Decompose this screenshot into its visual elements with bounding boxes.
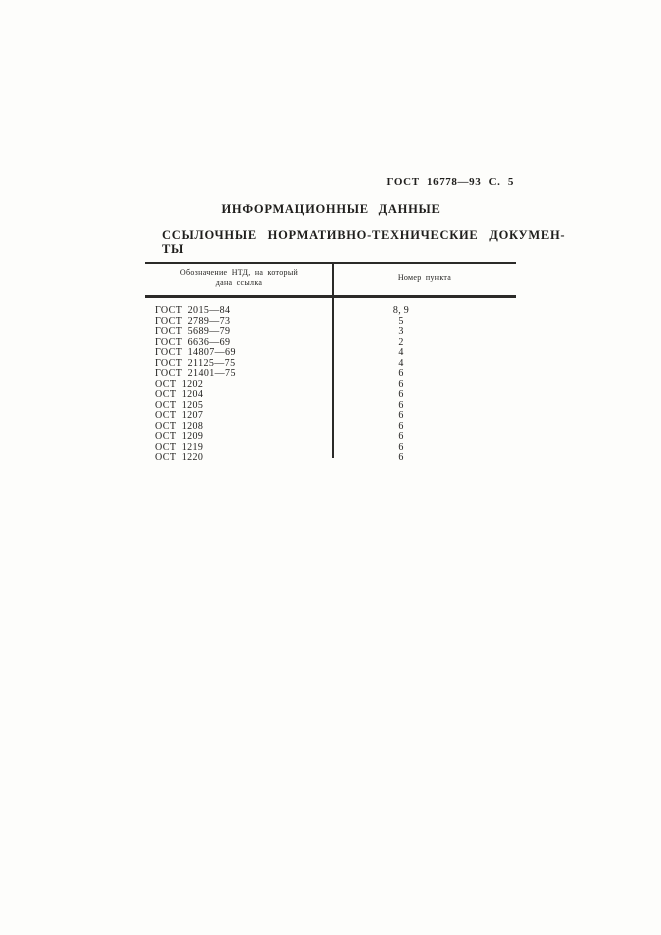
column-header-clause-number: Номер пункта [397,273,452,282]
cell-clause-number: 4 [398,357,404,369]
cell-clause-number: 6 [398,452,404,463]
cell-document-designation: ОСТ 1209 [155,431,204,442]
table-row [145,327,516,338]
cell-document-designation: ГОСТ 5689—79 [155,326,231,337]
subtitle-line-1: ССЫЛОЧНЫЕ НОРМАТИВНО-ТЕХНИЧЕСКИЕ ДОКУМЕН- [162,228,566,242]
column-header-designation-line2: дана ссылка [215,277,263,287]
cell-clause-number: 6 [398,431,404,442]
cell-clause-number: 6 [398,368,404,379]
table-header-row [145,268,516,287]
cell-document-designation: ОСТ 1202 [155,378,204,390]
cell-clause-number: 6 [398,389,404,400]
cell-document-designation: ОСТ 1207 [155,410,204,421]
cell-document-designation: ГОСТ 21401—75 [155,368,236,379]
table-row [145,369,516,380]
cell-clause-number: 6 [398,441,404,453]
cell-clause-number: 6 [398,410,404,421]
table-row [145,390,516,401]
cell-clause-number: 6 [398,378,404,390]
cell-document-designation: ГОСТ 6636—69 [155,336,231,348]
cell-clause-number: 6 [398,399,404,411]
table-top-rule [145,262,516,264]
section-subtitle [162,228,566,256]
table-row [145,306,516,317]
reference-documents-table [145,262,516,462]
cell-document-designation: ОСТ 1208 [155,420,204,432]
table-row [145,348,516,359]
column-header-designation [145,268,333,287]
cell-clause-number: 3 [398,326,404,337]
table-row [145,432,516,443]
table-header-rule [145,295,516,298]
cell-document-designation: ГОСТ 21125—75 [155,357,236,369]
table-row [145,453,516,464]
table-body [145,306,516,464]
column-header-designation-line1: Обозначение НТД, на который [179,268,299,277]
cell-document-designation: ОСТ 1219 [155,441,204,453]
cell-clause-number: 2 [398,336,404,348]
cell-clause-number: 4 [398,347,404,358]
subtitle-line-2: ТЫ [162,241,185,256]
cell-document-designation: ГОСТ 2789—73 [155,315,231,327]
page-header-standard-number: ГОСТ 16778—93 С. 5 [386,176,514,188]
section-title: ИНФОРМАЦИОННЫЕ ДАННЫЕ [221,202,441,216]
cell-clause-number: 8, 9 [392,305,410,316]
cell-document-designation: ОСТ 1205 [155,399,204,411]
cell-document-designation: ОСТ 1204 [155,389,204,400]
cell-document-designation: ГОСТ 14807—69 [155,347,236,358]
cell-clause-number: 5 [398,315,404,327]
cell-document-designation: ОСТ 1220 [155,452,204,463]
table-row [145,411,516,422]
cell-clause-number: 6 [398,420,404,432]
cell-document-designation: ГОСТ 2015—84 [155,305,231,316]
